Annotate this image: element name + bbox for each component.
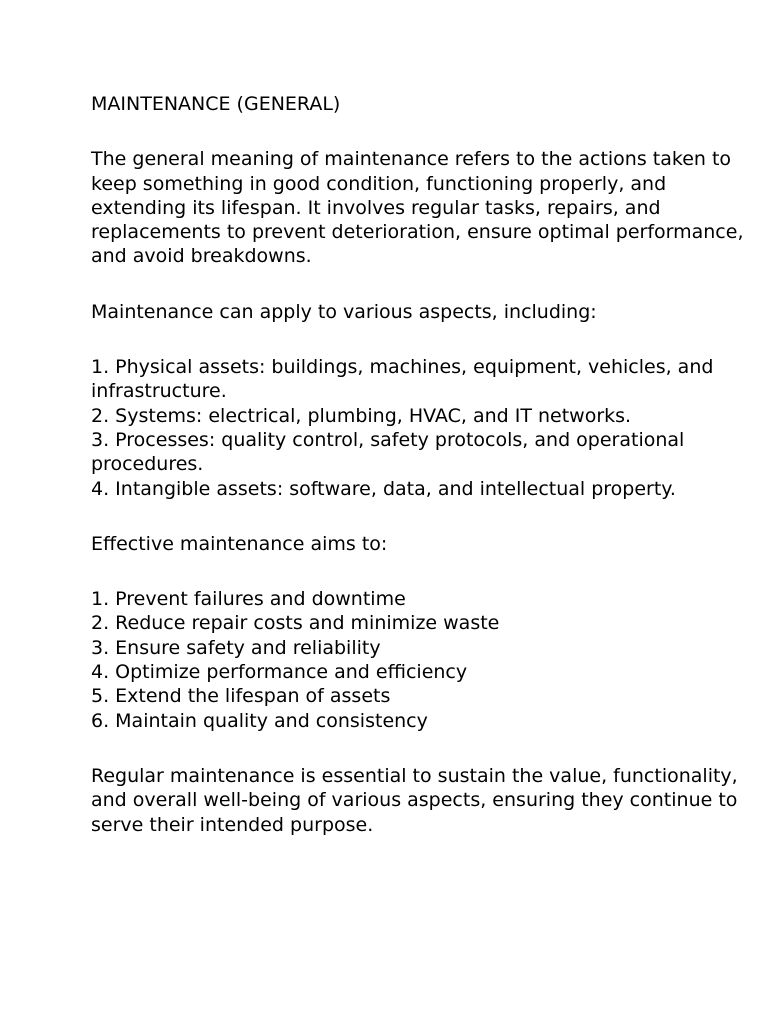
conclusion-paragraph: Regular maintenance is essential to sustain the value, functionality, and overall well-being of various aspects, ensuring they continue to serve their intended purpose.	[91, 764, 738, 836]
list-item: 6. Maintain quality and consistency	[91, 709, 428, 732]
document-title: MAINTENANCE (GENERAL)	[91, 93, 341, 115]
aims-heading: Effective maintenance aims to:	[91, 532, 388, 555]
intro-paragraph: The general meaning of maintenance refers to the actions taken to keep something in good condition, functioning properly, and extending its lifespan. It involves regular tasks, repairs, and replacements to prevent deterioration, ensure optimal performance, and avoid breakdowns.	[91, 148, 744, 268]
document-page	[91, 92, 751, 868]
list-item: 3. Ensure safety and reliability	[91, 636, 381, 659]
list-item: 4. Intangible assets: software, data, and intellectual property.	[91, 477, 676, 500]
aims-list	[91, 587, 751, 733]
list-item: 1. Physical assets: buildings, machines, equipment, vehicles, and infrastructure.	[91, 356, 714, 403]
list-item: 2. Reduce repair costs and minimize waste	[91, 612, 500, 635]
aspects-list	[91, 355, 751, 501]
list-item: 2. Systems: electrical, plumbing, HVAC, and IT networks.	[91, 404, 632, 427]
list-item: 4. Optimize performance and efficiency	[91, 661, 468, 684]
aspects-heading: Maintenance can apply to various aspects, including:	[91, 300, 597, 323]
list-item: 3. Processes: quality control, safety protocols, and operational procedures.	[91, 428, 685, 476]
list-item: 1. Prevent failures and downtime	[91, 588, 406, 611]
list-item: 5. Extend the lifespan of assets	[91, 685, 391, 708]
